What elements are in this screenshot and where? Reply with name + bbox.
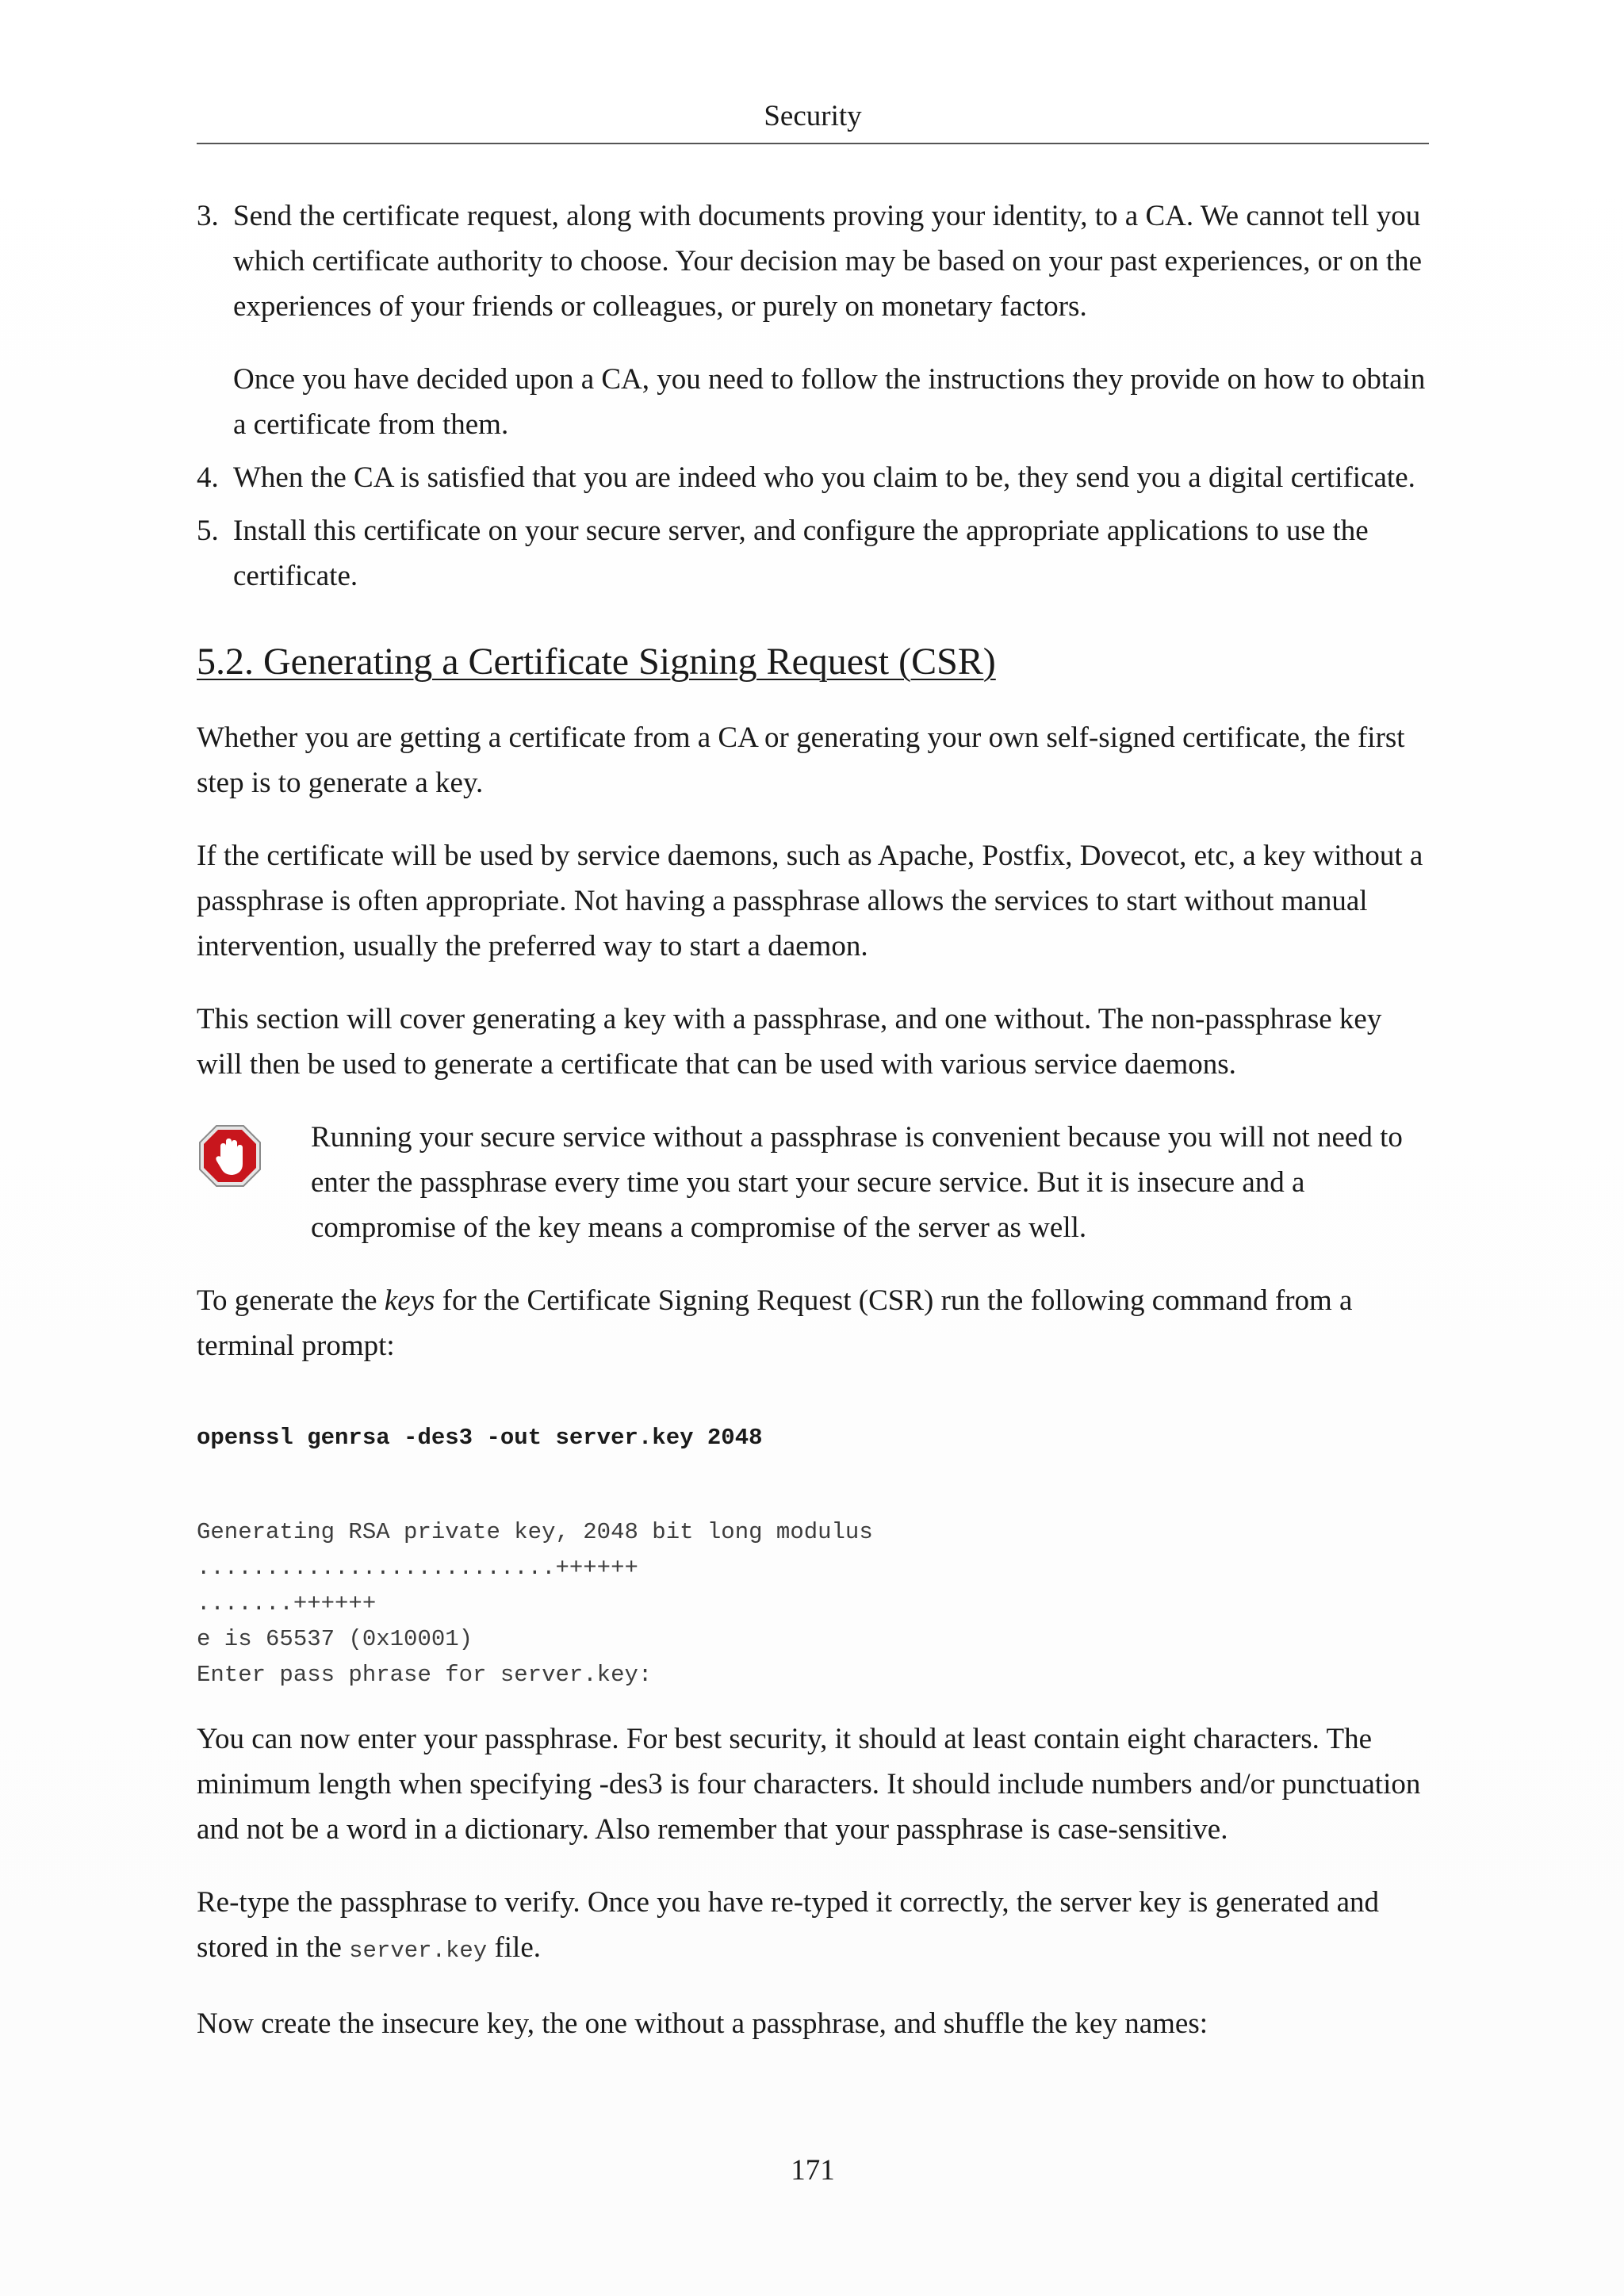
step-list: [197, 193, 1429, 599]
output-line: Generating RSA private key, 2048 bit long modulus: [197, 1519, 873, 1545]
output-line: Enter pass phrase for server.key:: [197, 1662, 653, 1688]
page-number: 171: [791, 2154, 835, 2187]
caution-text: Running your secure service without a passphrase is convenient because you will not need to enter the passphrase every time you start your secure service. But it is insecure and a compromise of the key means a compromise of the server as well.: [311, 1121, 1403, 1244]
paragraph-section-scope: This section will cover generating a key with a passphrase, and one without. The non-passphrase key will then be used to generate a certificate that can be used with various service daemons.: [197, 1003, 1382, 1081]
output-line: e is 65537 (0x10001): [197, 1626, 473, 1652]
text-run: Re-type the passphrase to verify. Once you have re-typed it correctly, the server key is generated and stored in the: [197, 1886, 1380, 1964]
step-paragraph: When the CA is satisfied that you are indeed who you claim to be, they send you a digital certificate.: [233, 461, 1415, 494]
command-line: openssl genrsa -des3 -out server.key 2048: [197, 1425, 763, 1451]
text-run: for the Certificate Signing Request (CSR) run the following command from a terminal prompt:: [197, 1284, 1353, 1362]
header-rule: [197, 143, 1429, 144]
caution-admonition: [197, 1115, 1429, 1250]
step-number: 3.: [197, 200, 219, 232]
text-run: To generate the: [197, 1284, 385, 1317]
step-body: [233, 508, 1429, 599]
inline-code-filename: server.key: [349, 1938, 488, 1964]
list-item: [197, 508, 1429, 599]
section-title: 5.2. Generating a Certificate Signing Request (CSR): [197, 641, 996, 683]
running-header: Security: [764, 100, 862, 132]
emphasis-keys: keys: [384, 1284, 435, 1317]
command-output: [197, 1514, 1429, 1693]
step-number: 5.: [197, 515, 219, 547]
paragraph-insecure-key: Now create the insecure key, the one without a passphrase, and shuffle the key names:: [197, 2007, 1208, 2040]
step-paragraph: Once you have decided upon a CA, you need to follow the instructions they provide on how to obtain a certificate from them.: [233, 363, 1426, 441]
page-content: [197, 193, 1429, 2046]
step-paragraph: Install this certificate on your secure server, and configure the appropriate applications to use the certificate.: [233, 515, 1369, 592]
list-item: [197, 455, 1429, 500]
paragraph-passphrase: You can now enter your passphrase. For best security, it should at least contain eight characters. The minimum length when specifying -des3 is four characters. It should include numbers and/or punctuation and not be a word in a dictionary. Also remember that your passphrase is case-sensitive.: [197, 1723, 1421, 1846]
text-run: file.: [487, 1931, 541, 1964]
paragraph-retype: [197, 1880, 1429, 1973]
list-item: [197, 193, 1429, 447]
stop-hand-icon: [197, 1115, 311, 1203]
output-line: .......++++++: [197, 1590, 377, 1617]
output-line: ..........................++++++: [197, 1555, 638, 1581]
paragraph-daemons: If the certificate will be used by service daemons, such as Apache, Postfix, Dovecot, etc, a key without a passphrase is often appropriate. Not having a passphrase allows the services to start without manual intervention, usually the preferred way to start a daemon.: [197, 840, 1423, 962]
step-body: [233, 455, 1429, 500]
paragraph-intro: Whether you are getting a certificate from a CA or generating your own self-signed certificate, the first step is to generate a key.: [197, 721, 1405, 799]
step-paragraph: Send the certificate request, along with documents proving your identity, to a CA. We cannot tell you which certificate authority to choose. Your decision may be based on your past experiences, or on the experiences of your friends or colleagues, or purely on monetary factors.: [233, 200, 1423, 323]
step-body: [233, 193, 1429, 447]
step-number: 4.: [197, 461, 219, 494]
paragraph-generate-keys: [197, 1278, 1429, 1368]
